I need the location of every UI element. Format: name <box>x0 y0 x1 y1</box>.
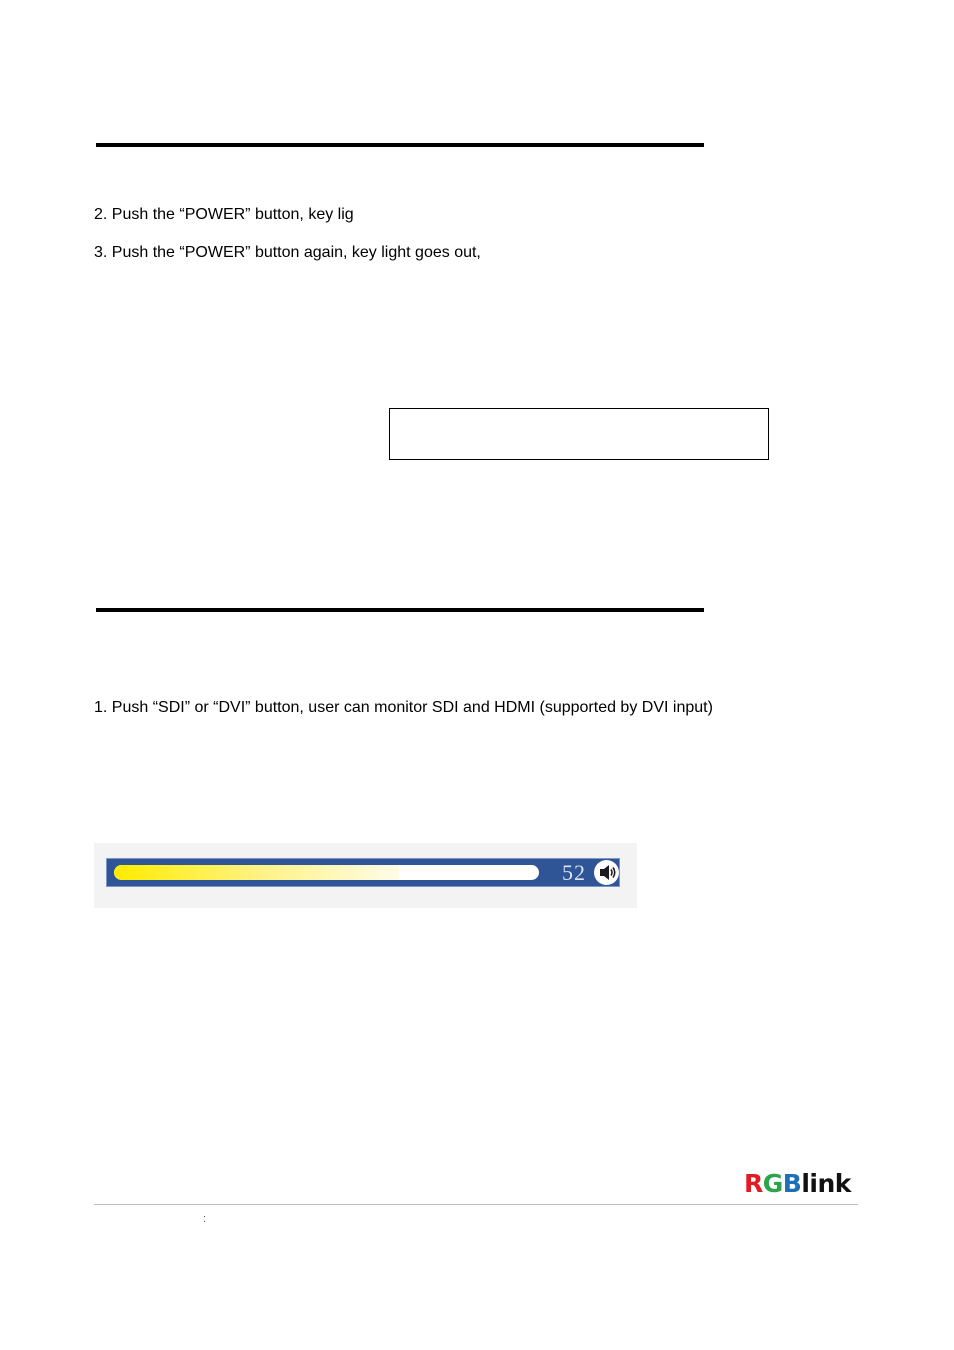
footer-colon: : <box>203 1213 207 1225</box>
speaker-icon <box>594 860 619 885</box>
volume-bar <box>106 858 620 887</box>
rgblink-logo <box>744 1170 851 1198</box>
footer-divider <box>94 1204 858 1205</box>
logo-letter-b: B <box>782 1169 802 1198</box>
logo-text-link: link <box>801 1169 851 1198</box>
power-step-3: 3. Push the “POWER” button again, key light goes out, <box>94 244 481 261</box>
section-divider-top <box>96 143 704 147</box>
power-step-2: 2. Push the “POWER” button, key lig <box>94 206 354 223</box>
logo-letter-r: R <box>744 1169 763 1198</box>
section-divider-middle <box>96 608 704 612</box>
volume-value: 52 <box>562 860 586 885</box>
blank-frame <box>389 408 769 460</box>
monitor-step-1: 1. Push “SDI” or “DVI” button, user can monitor SDI and HDMI (supported by DVI input) <box>94 699 713 716</box>
logo-letter-g: G <box>762 1169 783 1198</box>
volume-osd-panel <box>94 843 637 908</box>
volume-track <box>114 865 539 880</box>
volume-level-fill <box>114 865 399 880</box>
